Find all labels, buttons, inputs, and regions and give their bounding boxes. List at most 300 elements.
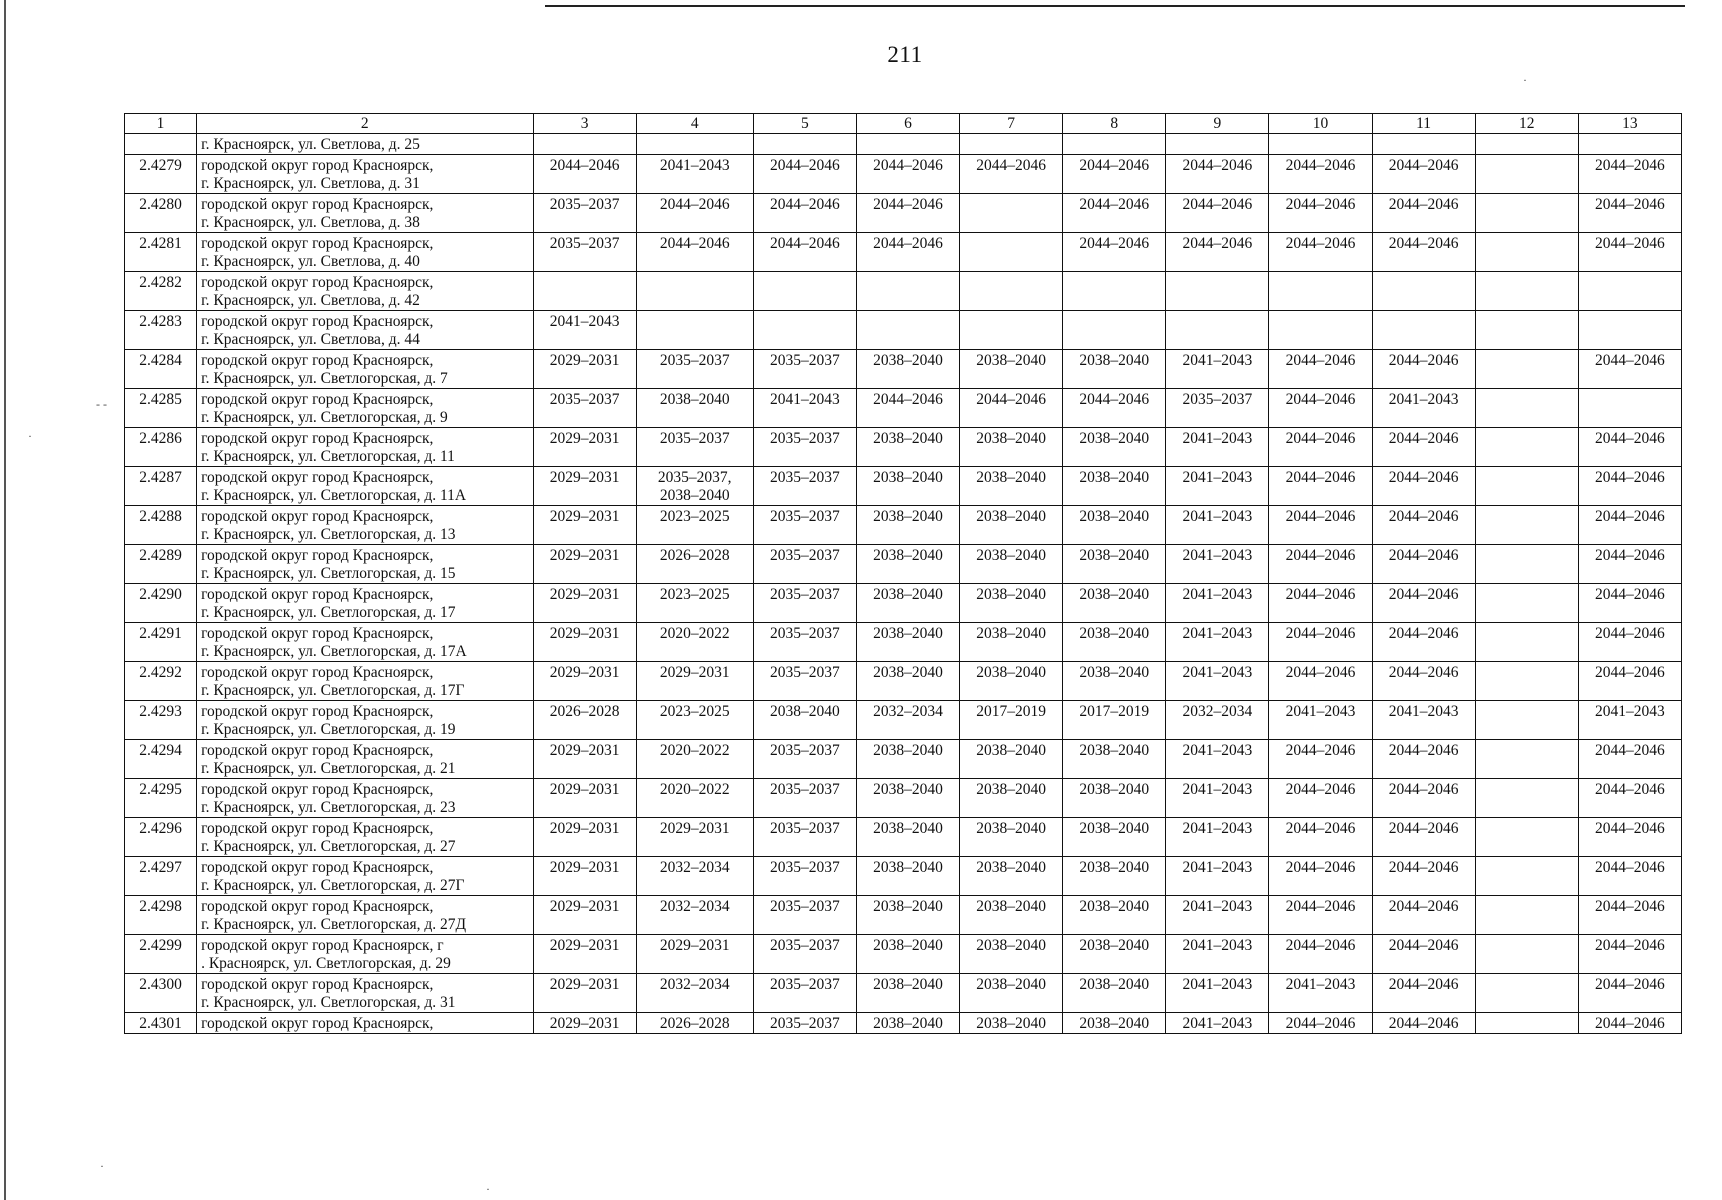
value-text: 2038–2040 <box>1079 352 1150 369</box>
value-cell <box>960 779 1063 818</box>
row-number-cell: 2.4286 <box>125 428 197 467</box>
value-cell <box>1475 818 1578 857</box>
row-number-cell: 2.4299 <box>125 935 197 974</box>
value-text: 2041–2043 <box>1388 703 1459 720</box>
value-cell: 2029–2031 <box>533 1013 636 1034</box>
value-text: 2038–2040 <box>976 898 1046 915</box>
value-cell <box>636 662 753 701</box>
value-cell <box>960 389 1063 428</box>
address-cell <box>197 584 533 623</box>
row-number-cell: 2.4285 <box>125 389 197 428</box>
table-row <box>125 974 1682 1013</box>
value-text: 2035–2037 <box>769 625 840 642</box>
value-text: 2038–2040 <box>873 547 943 564</box>
value-text: 2044–2046 <box>1595 508 1665 525</box>
value-cell <box>1269 740 1372 779</box>
table-row <box>125 818 1682 857</box>
value-cell <box>1166 584 1269 623</box>
value-cell <box>856 623 959 662</box>
value-text: 2032–2034 <box>659 976 730 993</box>
value-text: 2038–2040 <box>976 430 1046 447</box>
address-cell <box>197 545 533 584</box>
value-text: 2044–2046 <box>1388 625 1459 642</box>
address-line: городской округ город Красноярск, <box>201 664 434 681</box>
value-text: 2029–2031 <box>549 430 620 447</box>
table-row <box>125 428 1682 467</box>
value-cell <box>960 740 1063 779</box>
address-line: г. Красноярск, ул. Светлогорская, д. 19 <box>201 721 456 738</box>
value-cell: 2038–2040 <box>1063 1013 1166 1034</box>
table-row <box>125 233 1682 272</box>
value-cell: 2044–2046 <box>1372 1013 1475 1034</box>
value-cell <box>1269 818 1372 857</box>
table-row <box>125 350 1682 389</box>
value-text: 2038–2040 <box>873 976 943 993</box>
address-line: городской округ город Красноярск, <box>201 859 434 876</box>
value-text: 2041–2043 <box>1182 937 1253 954</box>
value-cell <box>1475 896 1578 935</box>
value-cell <box>1578 506 1681 545</box>
column-header: 7 <box>960 114 1063 134</box>
scan-speck: · <box>486 1182 490 1196</box>
value-text: 2035–2037 <box>769 898 840 915</box>
value-cell <box>1269 974 1372 1013</box>
value-cell <box>753 818 856 857</box>
value-text: 2044–2046 <box>659 196 730 213</box>
value-text: 2044–2046 <box>1595 820 1665 837</box>
value-cell <box>636 857 753 896</box>
value-text: 2044–2046 <box>1285 196 1356 213</box>
value-text: 2044–2046 <box>1595 196 1665 213</box>
value-cell <box>533 272 636 311</box>
value-text: 2041–2043 <box>1182 430 1253 447</box>
address-line: городской округ город Красноярск, <box>201 781 434 798</box>
value-text: 2044–2046 <box>1595 547 1665 564</box>
value-cell <box>1578 740 1681 779</box>
value-cell <box>1269 428 1372 467</box>
value-cell <box>1475 467 1578 506</box>
row-number-cell: 2.4300 <box>125 974 197 1013</box>
row-number-cell: 2.4296 <box>125 818 197 857</box>
value-text: 2026–2028 <box>549 703 620 720</box>
value-text: 2044–2046 <box>1388 898 1459 915</box>
value-text: 2038–2040 <box>873 352 943 369</box>
value-text: 2044–2046 <box>1595 898 1665 915</box>
value-cell <box>1475 350 1578 389</box>
value-cell <box>753 134 856 155</box>
value-text: 2038–2040 <box>873 742 943 759</box>
value-cell <box>1372 233 1475 272</box>
value-text: 2041–2043 <box>549 313 620 330</box>
value-cell <box>533 935 636 974</box>
value-cell <box>1063 545 1166 584</box>
value-cell <box>753 350 856 389</box>
address-cell <box>197 857 533 896</box>
address-line: городской округ город Красноярск, <box>201 313 434 330</box>
value-cell <box>1063 194 1166 233</box>
address-line: г. Красноярск, ул. Светлогорская, д. 17 <box>201 604 456 621</box>
value-text: 2023–2025 <box>659 586 730 603</box>
value-text: 2044–2046 <box>976 157 1046 174</box>
value-text: 2029–2031 <box>549 352 620 369</box>
value-cell <box>753 428 856 467</box>
value-cell <box>533 428 636 467</box>
value-cell <box>1475 311 1578 350</box>
value-cell <box>533 467 636 506</box>
scan-left-edge <box>4 0 6 1200</box>
value-cell <box>1166 311 1269 350</box>
value-cell <box>856 584 959 623</box>
address-line: г. Красноярск, ул. Светлогорская, д. 21 <box>201 760 456 777</box>
row-number-cell: 2.4301 <box>125 1013 197 1034</box>
row-number-cell: 2.4295 <box>125 779 197 818</box>
column-header: 3 <box>533 114 636 134</box>
value-text: 2044–2046 <box>1595 742 1665 759</box>
value-text: 2038–2040 <box>1079 469 1150 486</box>
value-text: 2038–2040 <box>976 625 1046 642</box>
column-header: 2 <box>197 114 533 134</box>
address-cell <box>197 428 533 467</box>
value-text: 2038–2040 <box>873 820 943 837</box>
address-line: г. Красноярск, ул. Светлогорская, д. 27Д <box>201 916 467 933</box>
address-line: городской округ город Красноярск, <box>201 274 434 291</box>
value-text: 2029–2031 <box>549 625 620 642</box>
address-cell <box>197 389 533 428</box>
value-cell <box>636 272 753 311</box>
value-cell <box>856 350 959 389</box>
value-cell <box>1578 134 1681 155</box>
page-number: 211 <box>887 42 923 67</box>
value-text: 2038–2040 <box>1079 742 1150 759</box>
value-cell <box>1372 779 1475 818</box>
row-number-cell: 2.4280 <box>125 194 197 233</box>
value-text: 2020–2022 <box>659 625 730 642</box>
value-text: 2044–2046 <box>1285 937 1356 954</box>
table-row <box>125 935 1682 974</box>
value-text: 2044–2046 <box>549 157 620 174</box>
value-text: 2038–2040 <box>659 487 730 504</box>
value-text: 2038–2040 <box>976 508 1046 525</box>
value-cell <box>1372 311 1475 350</box>
value-text: 2035–2037 <box>549 391 620 408</box>
value-text: 2044–2046 <box>976 391 1046 408</box>
value-cell <box>753 467 856 506</box>
value-text: 2044–2046 <box>873 235 943 252</box>
value-cell <box>960 272 1063 311</box>
value-cell <box>856 896 959 935</box>
value-cell <box>1372 350 1475 389</box>
address-line: . Красноярск, ул. Светлогорская, д. 29 <box>201 955 451 972</box>
value-cell <box>1475 155 1578 194</box>
value-cell <box>1063 428 1166 467</box>
address-line: г. Красноярск, ул. Светлова, д. 42 <box>201 292 420 309</box>
address-cell <box>197 974 533 1013</box>
address-line: городской округ город Красноярск, <box>201 703 434 720</box>
address-line: г. Красноярск, ул. Светлогорская, д. 17Г <box>201 682 465 699</box>
value-text: 2041–2043 <box>1595 703 1665 720</box>
address-cell <box>197 935 533 974</box>
column-header: 10 <box>1269 114 1372 134</box>
value-text: 2044–2046 <box>1388 781 1459 798</box>
value-text: 2044–2046 <box>1285 625 1356 642</box>
value-cell <box>636 623 753 662</box>
value-cell <box>1269 857 1372 896</box>
value-text: 2044–2046 <box>1079 235 1150 252</box>
value-cell <box>636 428 753 467</box>
value-cell <box>1166 974 1269 1013</box>
value-text: 2038–2040 <box>976 586 1046 603</box>
column-header: 4 <box>636 114 753 134</box>
value-cell: 2038–2040 <box>960 1013 1063 1034</box>
value-text: 2038–2040 <box>873 937 943 954</box>
value-cell <box>636 155 753 194</box>
value-cell <box>1063 272 1166 311</box>
value-cell <box>1475 740 1578 779</box>
value-text: 2044–2046 <box>1285 742 1356 759</box>
value-cell <box>1372 818 1475 857</box>
value-cell <box>1475 233 1578 272</box>
value-text: 2041–2043 <box>1182 586 1253 603</box>
value-cell <box>1578 311 1681 350</box>
value-cell <box>1063 389 1166 428</box>
value-cell: 2035–2037 <box>753 1013 856 1034</box>
value-text: 2038–2040 <box>1079 547 1150 564</box>
value-cell <box>533 857 636 896</box>
value-text: 2038–2040 <box>1079 625 1150 642</box>
value-cell <box>856 467 959 506</box>
value-cell <box>1166 389 1269 428</box>
address-line: г. Красноярск, ул. Светлогорская, д. 9 <box>201 409 448 426</box>
address-line: г. Красноярск, ул. Светлогорская, д. 27Г <box>201 877 465 894</box>
value-cell <box>1475 935 1578 974</box>
value-cell <box>960 233 1063 272</box>
address-line: городской округ город Красноярск, <box>201 196 434 213</box>
value-text: 2044–2046 <box>1285 352 1356 369</box>
address-line: г. Красноярск, ул. Светлогорская, д. 15 <box>201 565 456 582</box>
table-row <box>125 779 1682 818</box>
address-line: г. Красноярск, ул. Светлогорская, д. 23 <box>201 799 456 816</box>
value-cell: 2044–2046 <box>1269 1013 1372 1034</box>
value-text: 2041–2043 <box>1182 352 1253 369</box>
value-text: 2044–2046 <box>1285 664 1356 681</box>
row-number-cell: 2.4297 <box>125 857 197 896</box>
value-cell <box>960 701 1063 740</box>
value-cell <box>636 974 753 1013</box>
value-cell <box>1475 545 1578 584</box>
address-line: городской округ город Красноярск, <box>201 625 434 642</box>
column-header: 8 <box>1063 114 1166 134</box>
value-text: 2044–2046 <box>1388 547 1459 564</box>
value-cell <box>960 974 1063 1013</box>
value-cell <box>1475 623 1578 662</box>
value-cell <box>533 584 636 623</box>
value-cell <box>1475 389 1578 428</box>
value-cell <box>1372 428 1475 467</box>
value-text: 2044–2046 <box>873 196 943 213</box>
value-text: 2041–2043 <box>1182 742 1253 759</box>
value-cell <box>753 545 856 584</box>
value-cell <box>1166 935 1269 974</box>
value-cell <box>1578 857 1681 896</box>
value-cell <box>1372 896 1475 935</box>
value-cell <box>1578 272 1681 311</box>
value-cell <box>1063 857 1166 896</box>
value-cell <box>1063 779 1166 818</box>
value-text: 2038–2040 <box>1079 820 1150 837</box>
address-line: городской округ город Красноярск, <box>201 898 434 915</box>
scan-speck: · <box>100 1159 104 1173</box>
value-text: 2041–2043 <box>659 157 730 174</box>
value-cell <box>856 857 959 896</box>
value-cell <box>1578 350 1681 389</box>
value-cell <box>1269 134 1372 155</box>
value-text: 2038–2040 <box>976 742 1046 759</box>
row-number-cell: 2.4283 <box>125 311 197 350</box>
value-text: 2041–2043 <box>1285 703 1356 720</box>
value-text: 2044–2046 <box>1285 391 1356 408</box>
value-text: 2038–2040 <box>873 625 943 642</box>
value-cell <box>636 134 753 155</box>
value-cell <box>636 506 753 545</box>
value-text: 2044–2046 <box>1595 859 1665 876</box>
value-cell <box>753 857 856 896</box>
value-text: 2038–2040 <box>1079 430 1150 447</box>
value-cell <box>753 974 856 1013</box>
address-line: г. Красноярск, ул. Светлогорская, д. 7 <box>201 370 448 387</box>
table-body <box>125 134 1682 1034</box>
value-text: 2041–2043 <box>1182 859 1253 876</box>
value-cell <box>1269 194 1372 233</box>
value-cell <box>960 662 1063 701</box>
value-text: 2044–2046 <box>1285 469 1356 486</box>
value-cell <box>1372 935 1475 974</box>
value-cell <box>1372 701 1475 740</box>
value-text: 2038–2040 <box>1079 781 1150 798</box>
value-cell <box>1578 779 1681 818</box>
value-text: 2035–2037 <box>549 235 620 252</box>
table-row <box>125 311 1682 350</box>
row-number-cell <box>125 134 197 155</box>
value-cell <box>1063 662 1166 701</box>
value-text: 2044–2046 <box>1388 586 1459 603</box>
value-cell <box>533 194 636 233</box>
value-text: 2044–2046 <box>1595 625 1665 642</box>
row-number-cell: 2.4292 <box>125 662 197 701</box>
address-cell <box>197 272 533 311</box>
value-text: 2029–2031 <box>549 898 620 915</box>
value-cell <box>1269 311 1372 350</box>
value-text: 2044–2046 <box>1388 742 1459 759</box>
row-number-cell: 2.4291 <box>125 623 197 662</box>
value-text: 2044–2046 <box>1595 664 1665 681</box>
value-text: 2038–2040 <box>659 391 730 408</box>
value-cell <box>533 701 636 740</box>
value-cell <box>1578 428 1681 467</box>
value-text: 2044–2046 <box>1388 664 1459 681</box>
value-cell <box>1063 818 1166 857</box>
value-text: 2044–2046 <box>1595 469 1665 486</box>
value-text: 2038–2040 <box>976 352 1046 369</box>
address-cell: городской округ город Красноярск, <box>197 1013 533 1034</box>
value-cell <box>636 389 753 428</box>
value-cell <box>753 584 856 623</box>
value-cell <box>1578 662 1681 701</box>
value-text: 2044–2046 <box>1595 781 1665 798</box>
row-number-cell: 2.4282 <box>125 272 197 311</box>
value-cell <box>533 662 636 701</box>
value-cell <box>960 134 1063 155</box>
value-text: 2044–2046 <box>1285 430 1356 447</box>
scan-speck: · <box>1523 73 1527 87</box>
table-row <box>125 545 1682 584</box>
value-cell <box>753 662 856 701</box>
value-cell <box>1372 389 1475 428</box>
address-line: городской округ город Красноярск, <box>201 742 434 759</box>
value-text: 2035–2037 <box>659 352 730 369</box>
value-cell <box>1475 1013 1578 1034</box>
value-cell <box>636 935 753 974</box>
value-cell <box>1269 662 1372 701</box>
value-cell <box>1269 623 1372 662</box>
value-text: 2029–2031 <box>659 664 730 681</box>
value-text: 2044–2046 <box>1182 235 1253 252</box>
value-cell <box>960 623 1063 662</box>
value-text: 2044–2046 <box>769 235 840 252</box>
value-text: 2029–2031 <box>549 586 620 603</box>
value-cell <box>1578 935 1681 974</box>
value-cell <box>960 584 1063 623</box>
value-cell <box>1166 662 1269 701</box>
value-cell <box>636 233 753 272</box>
table-row <box>125 389 1682 428</box>
address-line: городской округ город Красноярск, <box>201 820 434 837</box>
value-cell: 2026–2028 <box>636 1013 753 1034</box>
value-cell <box>1166 428 1269 467</box>
value-cell <box>753 389 856 428</box>
value-text: 2044–2046 <box>1079 196 1150 213</box>
value-text: 2041–2043 <box>1182 664 1253 681</box>
table-row <box>125 467 1682 506</box>
value-cell <box>1475 857 1578 896</box>
value-cell: 2041–2043 <box>1166 1013 1269 1034</box>
value-text: 2038–2040 <box>976 976 1046 993</box>
address-line: городской округ город Красноярск, <box>201 547 434 564</box>
header-rule <box>545 5 1685 7</box>
value-cell <box>1475 272 1578 311</box>
value-text: 2023–2025 <box>659 508 730 525</box>
value-cell <box>1372 623 1475 662</box>
value-text: 2038–2040 <box>873 469 943 486</box>
value-cell <box>636 896 753 935</box>
address-line: г. Красноярск, ул. Светлова, д. 44 <box>201 331 420 348</box>
value-text: 2032–2034 <box>873 703 943 720</box>
row-number-cell: 2.4298 <box>125 896 197 935</box>
value-text: 2038–2040 <box>976 820 1046 837</box>
value-text: 2044–2046 <box>1285 781 1356 798</box>
value-cell <box>1475 506 1578 545</box>
value-text: 2041–2043 <box>1182 898 1253 915</box>
address-line: городской округ город Красноярск, <box>201 352 434 369</box>
value-cell <box>533 545 636 584</box>
value-text: 2044–2046 <box>1388 196 1459 213</box>
value-text: 2035–2037 <box>769 664 840 681</box>
value-text: 2044–2046 <box>769 157 840 174</box>
value-cell <box>533 134 636 155</box>
value-cell <box>636 740 753 779</box>
table-row <box>125 506 1682 545</box>
address-cell <box>197 506 533 545</box>
value-cell <box>1166 857 1269 896</box>
